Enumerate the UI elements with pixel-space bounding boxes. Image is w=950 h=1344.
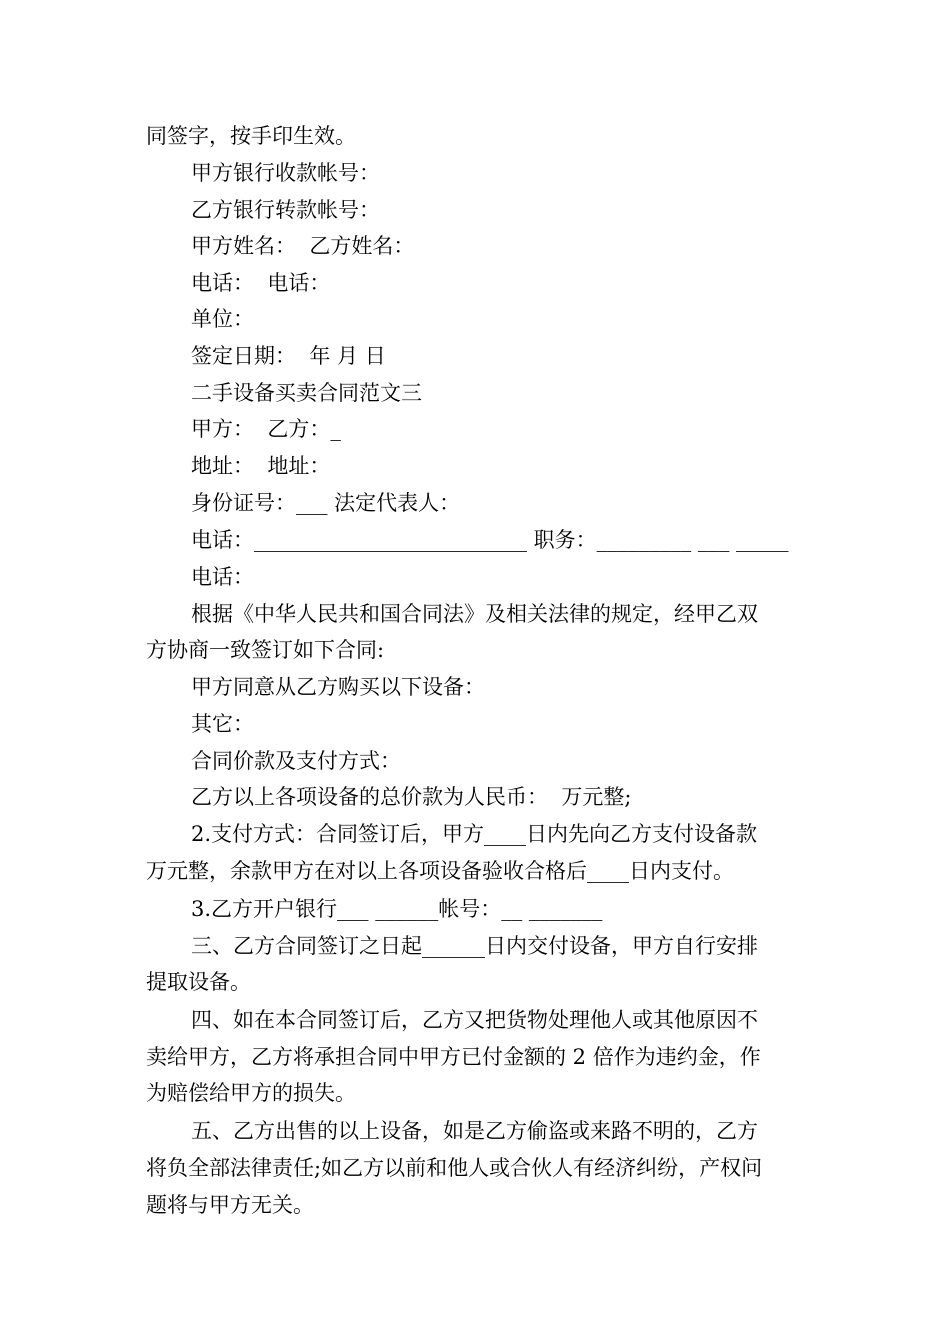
text-line: 甲方银行收款帐号：	[191, 161, 380, 185]
text-line: 乙方以上各项设备的总价款为人民币： 万元整;	[191, 785, 632, 809]
text-line: 五、乙方出售的以上设备，如是乙方偷盗或来路不明的，乙方	[191, 1119, 758, 1143]
text-line: 将负全部法律责任;如乙方以前和他人或合伙人有经济纠纷，产权问	[146, 1156, 763, 1180]
text-line: 根据《中华人民共和国合同法》及相关法律的规定，经甲乙双	[191, 602, 758, 626]
text-line: 为赔偿给甲方的损失。	[146, 1081, 356, 1105]
text-line: 2.支付方式：合同签订后，甲方____日内先向乙方支付设备款	[191, 822, 758, 846]
text-line: 方协商一致签订如下合同:	[146, 638, 385, 662]
text-line: 电话：	[191, 565, 254, 589]
text-line: 身份证号：___ 法定代表人：	[191, 491, 461, 515]
text-line: 乙方银行转款帐号：	[191, 198, 380, 222]
text-line: 签定日期： 年 月 日	[191, 344, 386, 368]
text-line: 同签字，按手印生效。	[146, 124, 356, 148]
text-line: 其它：	[191, 712, 254, 736]
text-line: 甲方同意从乙方购买以下设备：	[191, 675, 485, 699]
text-line: 卖给甲方，乙方将承担合同中甲方已付金额的 2 倍作为违约金，作	[146, 1045, 761, 1069]
text-line: 电话： 电话：	[191, 271, 331, 295]
text-line: 3.乙方开户银行___ ______帐号：__ _______	[191, 897, 603, 921]
text-line: 题将与甲方无关。	[146, 1193, 314, 1217]
text-line: 甲方： 乙方：_	[191, 417, 341, 441]
text-line: 单位：	[191, 307, 254, 331]
section-heading: 二手设备买卖合同范文三	[191, 381, 422, 405]
text-line: 四、如在本合同签订后，乙方又把货物处理他人或其他原因不	[191, 1008, 758, 1032]
text-line: 地址： 地址：	[191, 454, 331, 478]
text-line: 万元整，余款甲方在对以上各项设备验收合格后____日内支付。	[146, 859, 734, 883]
text-line: 提取设备。	[146, 970, 251, 994]
text-line: 甲方姓名： 乙方姓名：	[191, 234, 415, 258]
text-line: 合同价款及支付方式：	[191, 749, 401, 773]
text-line: 三、乙方合同签订之日起______日内交付设备，甲方自行安排	[191, 934, 758, 958]
text-line: 电话：__________________________ 职务：_________ ___ _____	[191, 528, 789, 552]
